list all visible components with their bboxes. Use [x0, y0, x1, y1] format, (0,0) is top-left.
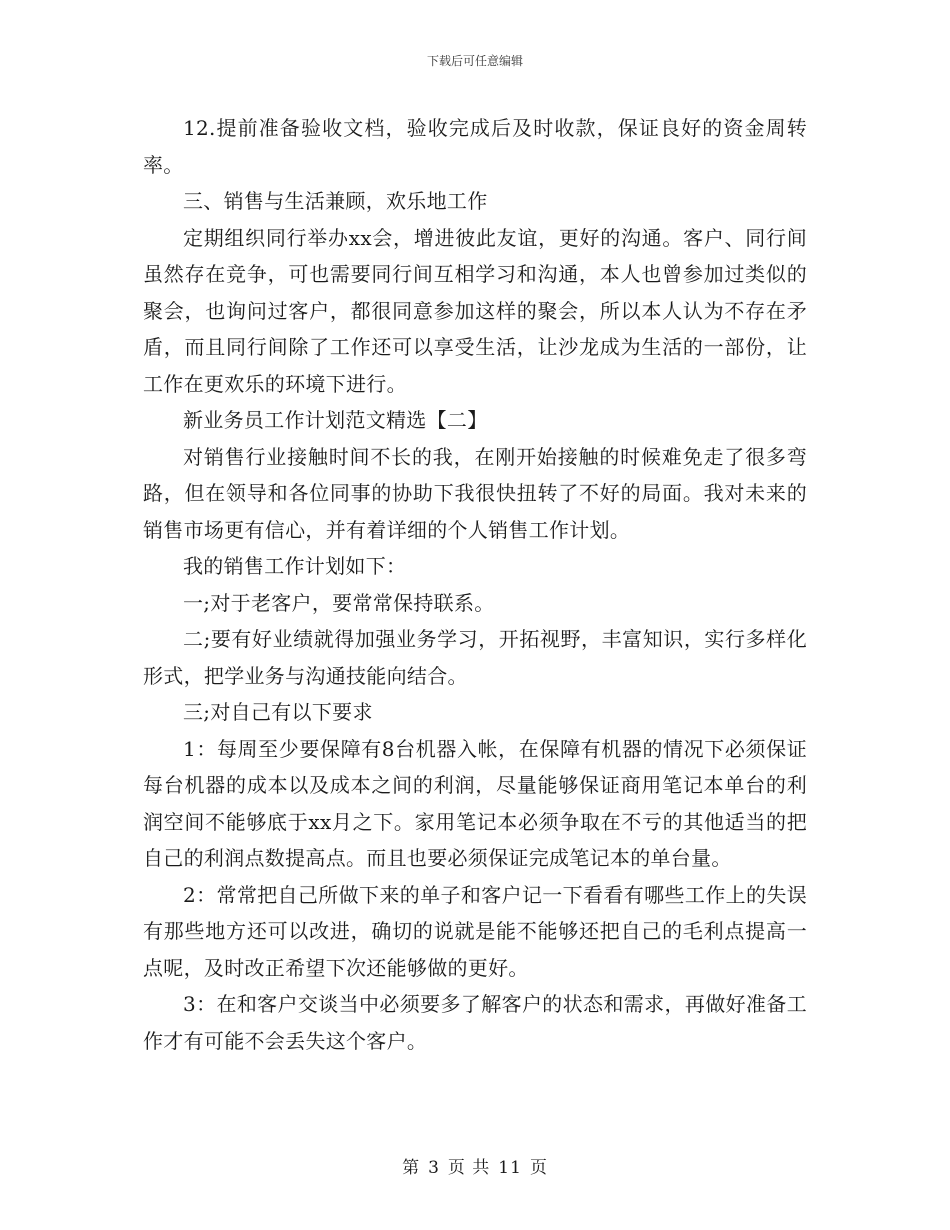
- requirement-1: 1：每周至少要保障有8台机器入帐，在保障有机器的情况下必须保证每台机器的成本以及成本之间的利润，尽量能够保证商用笔记本单台的利润空间不能够底于xx月之下。家用笔记本必须争取在不亏的其他适当的把自己的利润点数提高点。而且也要必须保证完成笔记本的单台量。: [143, 736, 807, 870]
- article-subtitle: 新业务员工作计划范文精选【二】: [183, 408, 488, 432]
- document-body: [143, 110, 807, 1059]
- plan-heading: 我的销售工作计划如下：: [183, 554, 407, 578]
- footer-middle: 页 共: [447, 1158, 491, 1178]
- paragraph-networking: 定期组织同行举办xx会，增进彼此友谊，更好的沟通。客户、同行间虽然存在竞争，可也需要同行间互相学习和沟通，本人也曾参加过类似的聚会，也询问过客户，都很同意参加这样的聚会，所以本人认为不存在矛盾，而且同行间除了工作还可以享受生活，让沙龙成为生活的一部份，让工作在更欢乐的环境下进行。: [143, 225, 807, 396]
- page-footer: [0, 1153, 950, 1178]
- plan-item-1: 一;对于老客户，要常常保持联系。: [183, 590, 495, 615]
- section-heading-balance: 三、销售与生活兼顾，欢乐地工作: [183, 189, 488, 213]
- footer-suffix: 页: [529, 1158, 548, 1178]
- footer-total-pages: 11: [498, 1158, 522, 1178]
- footer-current-page: 3: [428, 1158, 440, 1178]
- plan-item-3: 三;对自己有以下要求: [183, 700, 373, 724]
- footer-prefix: 第: [402, 1158, 421, 1178]
- requirement-3: 3：在和客户交谈当中必须要多了解客户的状态和需求，再做好准备工作才有可能不会丢失这个客户。: [143, 992, 807, 1053]
- plan-item-2: 二;要有好业绩就得加强业务学习，开拓视野，丰富知识，实行多样化形式，把学业务与沟通技能向结合。: [143, 627, 807, 688]
- page-header: 下载后可任意编辑: [426, 54, 523, 68]
- requirement-2: 2：常常把自己所做下来的单子和客户记一下看看有哪些工作上的失误有那些地方还可以改进，确切的说就是能不能够还把自己的毛利点提高一点呢，及时改正希望下次还能够做的更好。: [143, 882, 807, 980]
- paragraph-intro: 对销售行业接触时间不长的我，在刚开始接触的时候难免走了很多弯路，但在领导和各位同事的协助下我很快扭转了不好的局面。我对未来的销售市场更有信心，并有着详细的个人销售工作计划。: [143, 444, 807, 542]
- paragraph-acceptance: 12.提前准备验收文档，验收完成后及时收款，保证良好的资金周转率。: [143, 116, 807, 177]
